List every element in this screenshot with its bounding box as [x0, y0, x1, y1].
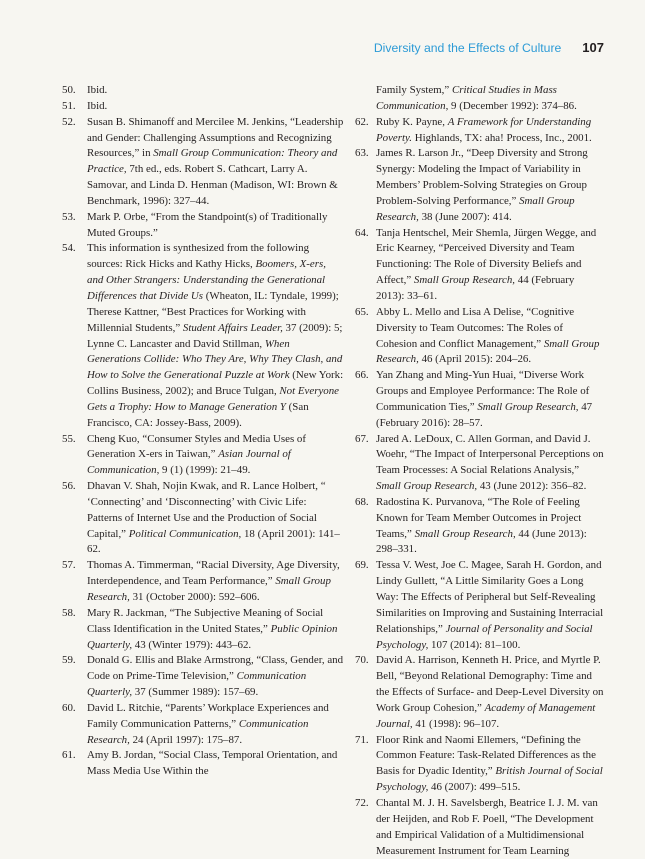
- citation-title: British Journal of Social Psychology,: [376, 765, 603, 794]
- endnote-text: [376, 496, 587, 556]
- citation-text: Ruby K. Payne,: [376, 115, 448, 128]
- endnote: [351, 226, 605, 305]
- citation-text: David A. Harrison, Kenneth H. Price, and Myrtle P. Bell, “Beyond Relational Demography: Time and the Effects of Surface- and Deep-Level Diversity on Work Group Cohesion,”: [376, 654, 604, 714]
- endnote-text: [87, 480, 340, 555]
- endnote-text: [376, 654, 604, 729]
- endnote-text: [87, 654, 343, 698]
- citation-title: Small Group Research,: [413, 274, 516, 287]
- citation-text: 31 (October 2000): 592–606.: [129, 591, 260, 603]
- citation-title: Student Affairs Leader,: [182, 321, 283, 334]
- endnote: [351, 796, 605, 859]
- endnote-text: [87, 607, 337, 651]
- citation-text: Ibid.: [87, 84, 108, 96]
- endnote: [62, 241, 344, 431]
- endnote-text: [376, 369, 592, 429]
- endnote-number: 68.: [355, 495, 369, 508]
- citation-text: Yan Zhang and Ming-Yun Huai, “Diverse Work Groups and Employee Performance: The Role of Communication Ties,”: [376, 369, 590, 413]
- citation-text: 43 (Winter 1979): 443–62.: [132, 638, 252, 651]
- endnote-text: [376, 734, 603, 794]
- endnote-number: 72.: [355, 796, 369, 809]
- citation-text: Dhavan V. Shah, Nojin Kwak, and R. Lance Holbert, “ ‘Connecting’ and ‘Disconnecting’ with Civic Life: Patterns of Internet Use and the Production of Social Capital,”: [87, 480, 326, 540]
- endnote-number: 70.: [355, 654, 369, 667]
- endnote-text: [87, 116, 343, 207]
- citation-text: 37 (Summer 1989): 157–69.: [132, 686, 259, 699]
- page-number: 107: [582, 40, 604, 55]
- citation-text: Family System,”: [376, 84, 452, 96]
- endnote-number: 62.: [355, 115, 369, 128]
- citation-title: Small Group Communication: Theory and Practice,: [87, 147, 338, 176]
- citation-title: Public Opinion Quarterly,: [87, 622, 338, 651]
- endnote: [62, 432, 344, 480]
- citation-title: A Framework for Understanding Poverty.: [376, 115, 592, 144]
- citation-text: Abby L. Mello and Lisa A Delise, “Cognitive Diversity to Team Outcomes: The Roles of Cohesion and Conflict Management,”: [376, 305, 575, 350]
- citation-text: (San Francisco, CA: Jossey-Bass, 2009).: [87, 400, 309, 429]
- citation-text: Mary R. Jackman, “The Subjective Meaning of Social Class Identification in the United States,”: [87, 606, 324, 635]
- citation-text: This information is synthesized from the following sources: Rick Hicks and Kathy Hicks,: [87, 242, 310, 271]
- endnote-text: [87, 242, 343, 428]
- endnote: [351, 305, 605, 368]
- citation-text: 9 (1) (1999): 21–49.: [159, 464, 251, 477]
- citation-text: 44 (June 2013): 298–331.: [376, 527, 587, 556]
- endnote-text: [87, 702, 329, 746]
- endnote-text: [87, 559, 340, 603]
- endnote-text: [87, 749, 337, 777]
- citation-text: Tanja Hentschel, Meir Shemla, Jürgen Wegge, and Eric Kearney, “Perceived Diversity and Team Functioning: The Role of Diversity Beliefs and Affect,”: [376, 226, 597, 287]
- citation-text: 107 (2014): 81–100.: [428, 638, 521, 651]
- citation-title: Communication Research,: [87, 717, 309, 746]
- citation-text: Ibid.: [87, 99, 108, 112]
- endnote-number: 61.: [62, 749, 76, 762]
- citation-title: Academy of Management Journal,: [376, 701, 596, 730]
- citation-title: Asian Journal of Communication,: [87, 448, 291, 477]
- citation-title: Political Communication,: [128, 527, 242, 540]
- citation-title: Not Everyone Gets a Trophy: How to Manage Generation Y: [87, 385, 339, 413]
- endnote-number: 65.: [355, 305, 369, 318]
- citation-title: When Generations Collide: Who They Are, Why They Clash, and How to Solve the Generational Puzzle at Work: [87, 337, 343, 382]
- citation-text: 46 (April 2015): 204–26.: [418, 353, 532, 366]
- endnote-text: [87, 84, 107, 96]
- endnote-number: 50.: [62, 84, 76, 96]
- citation-title: Journal of Personality and Social Psychology,: [376, 622, 593, 651]
- citation-text: (Wheaton, IL: Tyndale, 1999); Therese Kattner, “Best Practices for Working with Millennial Students,”: [87, 289, 339, 334]
- page-header: [0, 40, 604, 55]
- citation-text: (New York: Collins Business, 2002); and Bruce Tulgan,: [87, 369, 344, 398]
- endnote-number: 71.: [355, 733, 369, 746]
- notes-right-column: [351, 83, 605, 859]
- citation-text: Radostina K. Purvanova, “The Role of Feeling Known for Team Member Outcomes in Project Teams,”: [376, 495, 582, 540]
- citation-text: Donald G. Ellis and Blake Armstrong, “Class, Gender, and Code on Prime-Time Television,”: [87, 654, 344, 683]
- citation-title: Small Group Research,: [87, 575, 331, 603]
- citation-text: Mark P. Orbe, “From the Standpoint(s) of Traditionally Muted Groups.”: [87, 210, 328, 239]
- citation-text: Susan B. Shimanoff and Mercilee M. Jenkins, “Leadership and Gender: Challenging Assumptions and Recognizing Resources,” in: [87, 115, 344, 160]
- endnote: [351, 558, 605, 653]
- endnote-number: 69.: [355, 559, 369, 572]
- endnote: [351, 146, 605, 225]
- running-head: Diversity and the Effects of Culture: [373, 41, 562, 55]
- note-61-continuation: [351, 83, 605, 115]
- endnote: [62, 115, 344, 210]
- citation-title: Critical Studies in Mass Communication,: [376, 84, 557, 112]
- citation-text: 41 (1998): 96–107.: [412, 717, 500, 730]
- endnote: [351, 733, 605, 796]
- citation-text: James R. Larson Jr., “Deep Diversity and Strong Synergy: Modeling the Impact of Variability in Members’ Problem-Solving Strategies on Group Problem-Solving Performance,”: [376, 147, 588, 207]
- citation-text: 9 (December 1992): 374–86.: [448, 99, 577, 112]
- endnote-text: [376, 433, 604, 493]
- endnote-number: 58.: [62, 606, 76, 619]
- citation-text: 24 (April 1997): 175–87.: [129, 733, 243, 746]
- endnote-text: [87, 211, 328, 239]
- citation-text: Amy B. Jordan, “Social Class, Temporal Orientation, and Mass Media Use Within the: [87, 749, 338, 778]
- endnote-text: [376, 227, 596, 302]
- citation-text: Chantal M. J. H. Savelsbergh, Beatrice I. J. M. van der Heijden, and Rob F. Poell, “The Development and Empirical Validation of a Multidimensional Measurement Instrument for Team Learning: [376, 796, 598, 857]
- endnote-text: [376, 116, 592, 144]
- endnote: [351, 368, 605, 431]
- endnote: [62, 99, 344, 115]
- endnote-text: [376, 797, 598, 857]
- citation-title: Small Group Research,: [376, 194, 575, 223]
- endnote-text: [376, 147, 588, 222]
- citation-title: Small Group Research,: [376, 480, 478, 493]
- endnote: [62, 83, 344, 99]
- endnote: [62, 558, 344, 606]
- endnote: [351, 653, 605, 732]
- endnote: [62, 210, 344, 242]
- citation-text: 46 (2007): 499–515.: [428, 781, 521, 794]
- citation-title: Small Group Research,: [376, 337, 600, 366]
- endnote-number: 51.: [62, 99, 76, 112]
- endnote-text: [376, 559, 603, 650]
- endnote-text: [87, 100, 107, 112]
- endnote: [351, 115, 605, 147]
- citation-text: Thomas A. Timmerman, “Racial Diversity, Age Diversity, Interdependence, and Team Performance,”: [87, 559, 340, 588]
- endnote-number: 59.: [62, 654, 76, 667]
- citation-text: Tessa V. West, Joe C. Magee, Sarah H. Gordon, and Lindy Gullett, “A Little Similarity Goes a Long Way: The Effects of Peripheral but Self-Revealing Similarities on Improving and Sustaining Interracial Relationships,”: [376, 559, 604, 635]
- endnote-number: 67.: [355, 432, 369, 445]
- citation-text: 7th ed., eds. Robert S. Cathcart, Larry A. Samovar, and Linda D. Henman (Madison, WI: Brown & Benchmark, 1996): 327–44.: [87, 163, 338, 207]
- endnote-number: 64.: [355, 226, 369, 239]
- citation-text: Highlands, TX: aha! Process, Inc., 2001.: [411, 131, 592, 144]
- citation-text: 18 (April 2001): 141–62.: [87, 527, 340, 556]
- endnote: [62, 653, 344, 701]
- endnote-number: 53.: [62, 210, 76, 223]
- citation-text: Cheng Kuo, “Consumer Styles and Media Uses of Generation X-ers in Taiwan,”: [87, 432, 306, 461]
- endnote: [351, 495, 605, 558]
- endnote-text: [376, 306, 599, 366]
- citation-text: Floor Rink and Naomi Ellemers, “Defining the Common Feature: Task-Related Differences as the Basis for Dyadic Identity,”: [376, 733, 596, 778]
- endnote: [62, 479, 344, 558]
- endnote-number: 54.: [62, 242, 76, 255]
- endnote-number: 63.: [355, 147, 369, 160]
- endnote-number: 60.: [62, 701, 76, 714]
- citation-text: 47 (February 2016): 28–57.: [376, 400, 593, 429]
- citation-title: Communication Quarterly,: [87, 670, 307, 699]
- endnote: [62, 701, 344, 749]
- citation-title: Boomers, X-ers, and Other Strangers: Understanding the Generational Differences that Divide Us: [87, 258, 326, 302]
- citation-text: 38 (June 2007): 414.: [418, 210, 512, 223]
- citation-text: 44 (February 2013): 33–61.: [376, 274, 575, 302]
- citation-text: 43 (June 2012): 356–82.: [477, 480, 587, 493]
- citation-text: Jared A. LeDoux, C. Allen Gorman, and David J. Woehr, “The Impact of Interpersonal Perceptions on Team Processes: A Social Relations Analysis,”: [376, 432, 604, 477]
- endnote-number: 57.: [62, 559, 76, 572]
- notes-left-column: [62, 83, 344, 780]
- endnote-number: 55.: [62, 432, 76, 445]
- citation-title: Small Group Research,: [414, 527, 516, 540]
- endnote-number: 56.: [62, 480, 76, 493]
- endnote-number: 66.: [355, 369, 369, 382]
- citation-text: David L. Ritchie, “Parents’ Workplace Experiences and Family Communication Patterns,”: [87, 701, 329, 730]
- endnote: [351, 432, 605, 495]
- citation-text: 37 (2009): 5; Lynne C. Lancaster and David Stillman,: [87, 321, 343, 350]
- endnote: [62, 748, 344, 780]
- citation-title: Small Group Research,: [477, 400, 579, 413]
- endnote: [62, 606, 344, 654]
- endnote-text: [87, 433, 306, 477]
- endnote-number: 52.: [62, 115, 76, 128]
